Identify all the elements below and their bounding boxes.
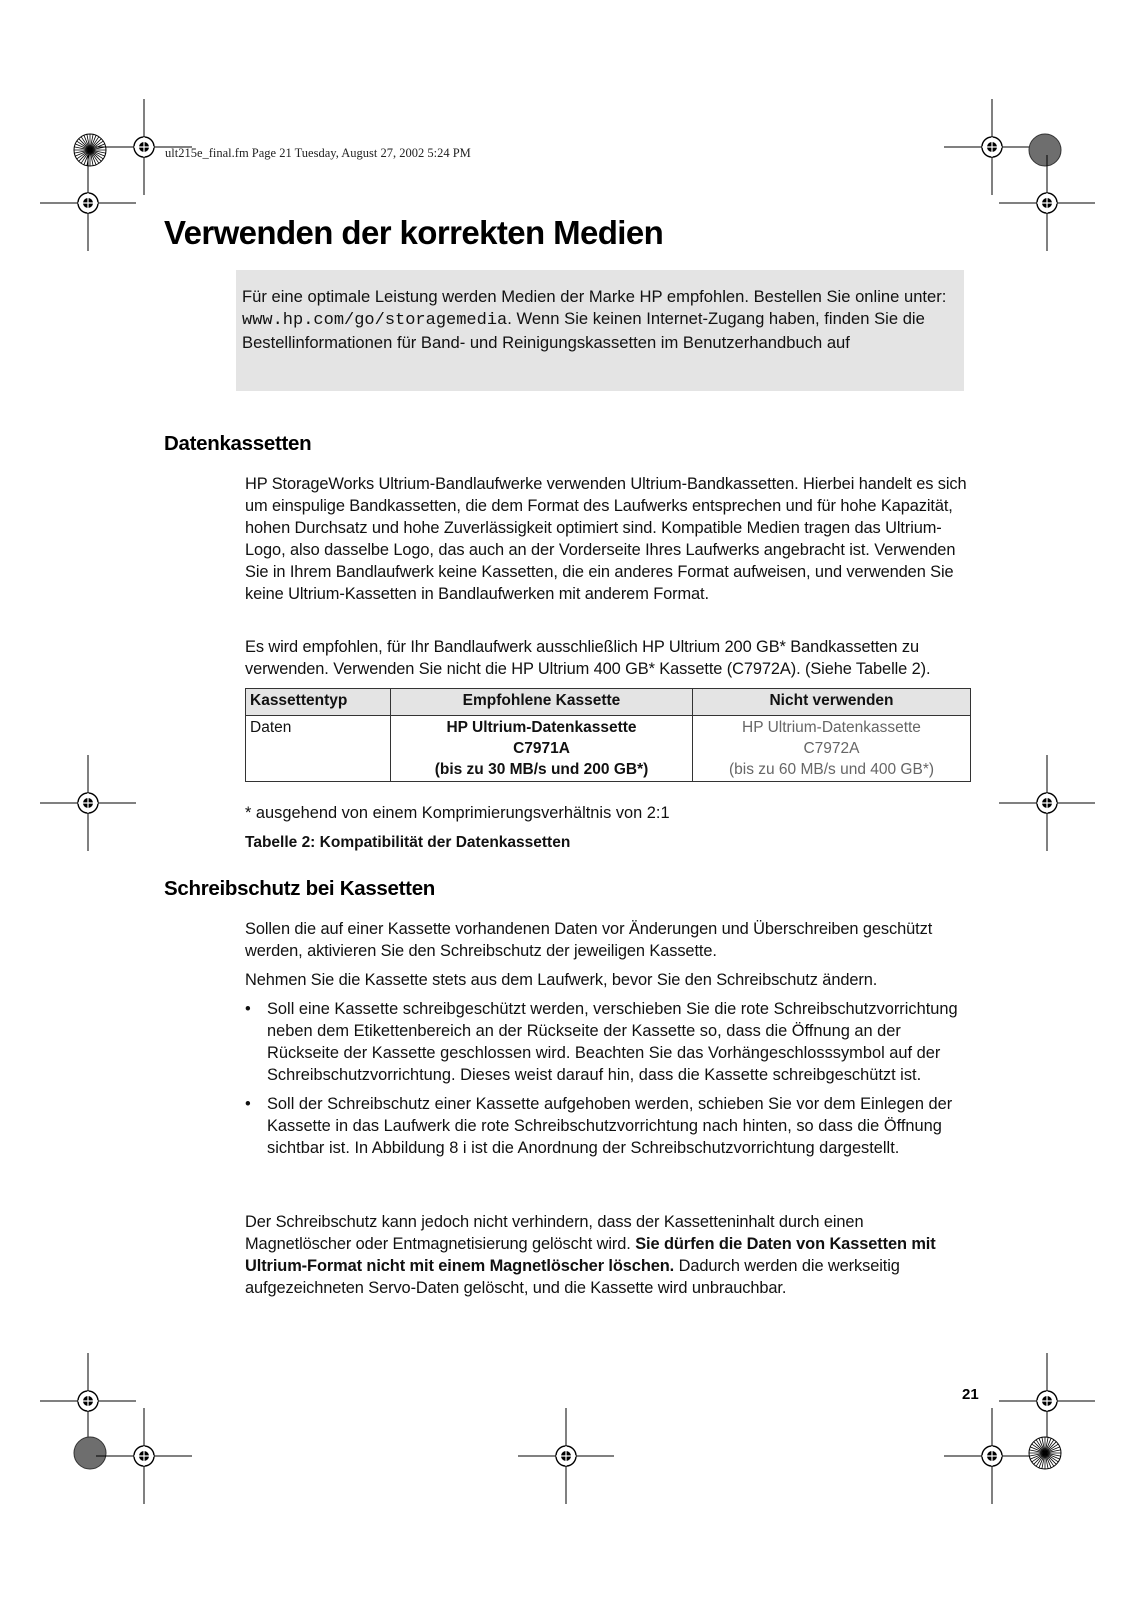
list-item [245, 1093, 971, 1159]
avoid-spec: (bis zu 60 MB/s und 400 GB*) [728, 761, 935, 778]
page-title: Verwenden der korrekten Medien [164, 214, 664, 251]
print-header: ult215e_final.fm Page 21 Tuesday, August 27, 2002 5:24 PM [165, 146, 471, 160]
paragraph-degausser-warning [245, 1211, 971, 1299]
avoid-name: HP Ultrium-Datenkassette [742, 719, 921, 736]
bullet-marker: • [245, 1095, 251, 1113]
table-footnote: * ausgehend von einem Komprimierungsverhältnis von 2:1 [245, 804, 670, 822]
paragraph-write-protect-intro: Sollen die auf einer Kassette vorhandenen Daten vor Änderungen und Überschreiben geschützt werden, aktivieren Sie den Schreibschutz der jeweiligen Kassette. [245, 920, 933, 960]
cell-cartridge-type: Daten [246, 716, 391, 782]
table-caption: Tabelle 2: Kompatibilität der Datenkassetten [245, 834, 571, 851]
compatibility-table [245, 688, 971, 782]
paragraph-recommendation: Es wird empfohlen, für Ihr Bandlaufwerk ausschließlich HP Ultrium 200 GB* Bandkassetten zu verwenden. Verwenden Sie nicht die HP Ultrium 400 GB* Kassette (C7972A). (Siehe Tabelle 2). [245, 638, 931, 678]
table-header-row [246, 689, 971, 716]
section-heading-schreibschutz: Schreibschutz bei Kassetten [164, 877, 436, 900]
cell-recommended-cartridge [391, 716, 693, 782]
warning-emphasis: Sie dürfen die Daten von Kassetten mit Ultrium-Format nicht mit einem Magnetlöscher löschen. [245, 1235, 936, 1275]
note-text-continued: . Wenn Sie keinen Internet-Zugang haben, finden Sie die Bestellinformationen für Band- und Reinigungskassetten im Benutzerhandbuch auf [242, 309, 925, 352]
storage-media-url: www.hp.com/go/storagemedia [242, 311, 508, 330]
recommended-name: HP Ultrium-Datenkassette [446, 719, 637, 736]
page-number: 21 [962, 1386, 979, 1403]
recommended-spec: (bis zu 30 MB/s und 200 GB*) [434, 761, 649, 778]
list-item-text: Soll der Schreibschutz einer Kassette aufgehoben werden, schieben Sie vor dem Einlegen der Kassette in das Laufwerk die rote Schreibschutzvorrichtung nach hinten, so dass die Öffnung sichtbar ist. In Abbildung 8 i ist die Anordnung der Schreibschutzvorrichtung dargestellt. [267, 1095, 953, 1157]
list-item [245, 998, 971, 1086]
recommended-part-number: C7971A [513, 740, 570, 757]
column-header: Nicht verwenden [693, 689, 971, 716]
warning-text-end: Dadurch werden die werkseitig aufgezeichneten Servo-Daten gelöscht, und die Kassette wird unbrauchbar. [245, 1257, 900, 1297]
note-box [236, 270, 964, 391]
avoid-part-number: C7972A [803, 740, 860, 757]
note-text: Für eine optimale Leistung werden Medien der Marke HP empfohlen. Bestellen Sie online unter: [242, 287, 947, 306]
warning-text: Der Schreibschutz kann jedoch nicht verhindern, dass der Kassetteninhalt durch einen Magnetlöscher oder Entmagnetisierung gelöscht wird. [245, 1213, 864, 1253]
column-header: Kassettentyp [246, 689, 391, 716]
cell-do-not-use [693, 716, 971, 782]
paragraph-ultrium-cartridges: HP StorageWorks Ultrium-Bandlaufwerke verwenden Ultrium-Bandkassetten. Hierbei handelt es sich um einspulige Bandkassetten, die dem Format des Laufwerks entsprechen und für hohe Kapazität, hohen Durchsatz und hohe Zuverlässigkeit optimiert sind. Kompatible Medien tragen das Ultrium-Logo, also dasselbe Logo, das auch an der Vorderseite Ihres Laufwerks angebracht ist. Verwenden Sie in Ihrem Bandlaufwerk keine Kassetten, die ein anderes Format aufweisen, und verwenden Sie keine Ultrium-Kassetten in Bandlaufwerken mit anderem Format. [245, 475, 967, 603]
list-item-text: Soll eine Kassette schreibgeschützt werden, verschieben Sie die rote Schreibschutzvorrichtung neben dem Etikettenbereich an der Rückseite der Kassette so, dass die Öffnung an der Rückseite der Kassette geschlossen wird. Beachten Sie das Vorhängeschlosssymbol auf der Schreibschutzvorrichtung. Dieses weist darauf hin, dass die Kassette schreibgeschützt ist. [267, 1000, 958, 1084]
bullet-marker: • [245, 1000, 251, 1018]
section-heading-datenkassetten: Datenkassetten [164, 432, 312, 455]
paragraph-remove-cartridge: Nehmen Sie die Kassette stets aus dem Laufwerk, bevor Sie den Schreibschutz ändern. [245, 971, 878, 989]
column-header: Empfohlene Kassette [391, 689, 693, 716]
bullet-list [245, 998, 971, 1166]
table-row [246, 716, 971, 782]
